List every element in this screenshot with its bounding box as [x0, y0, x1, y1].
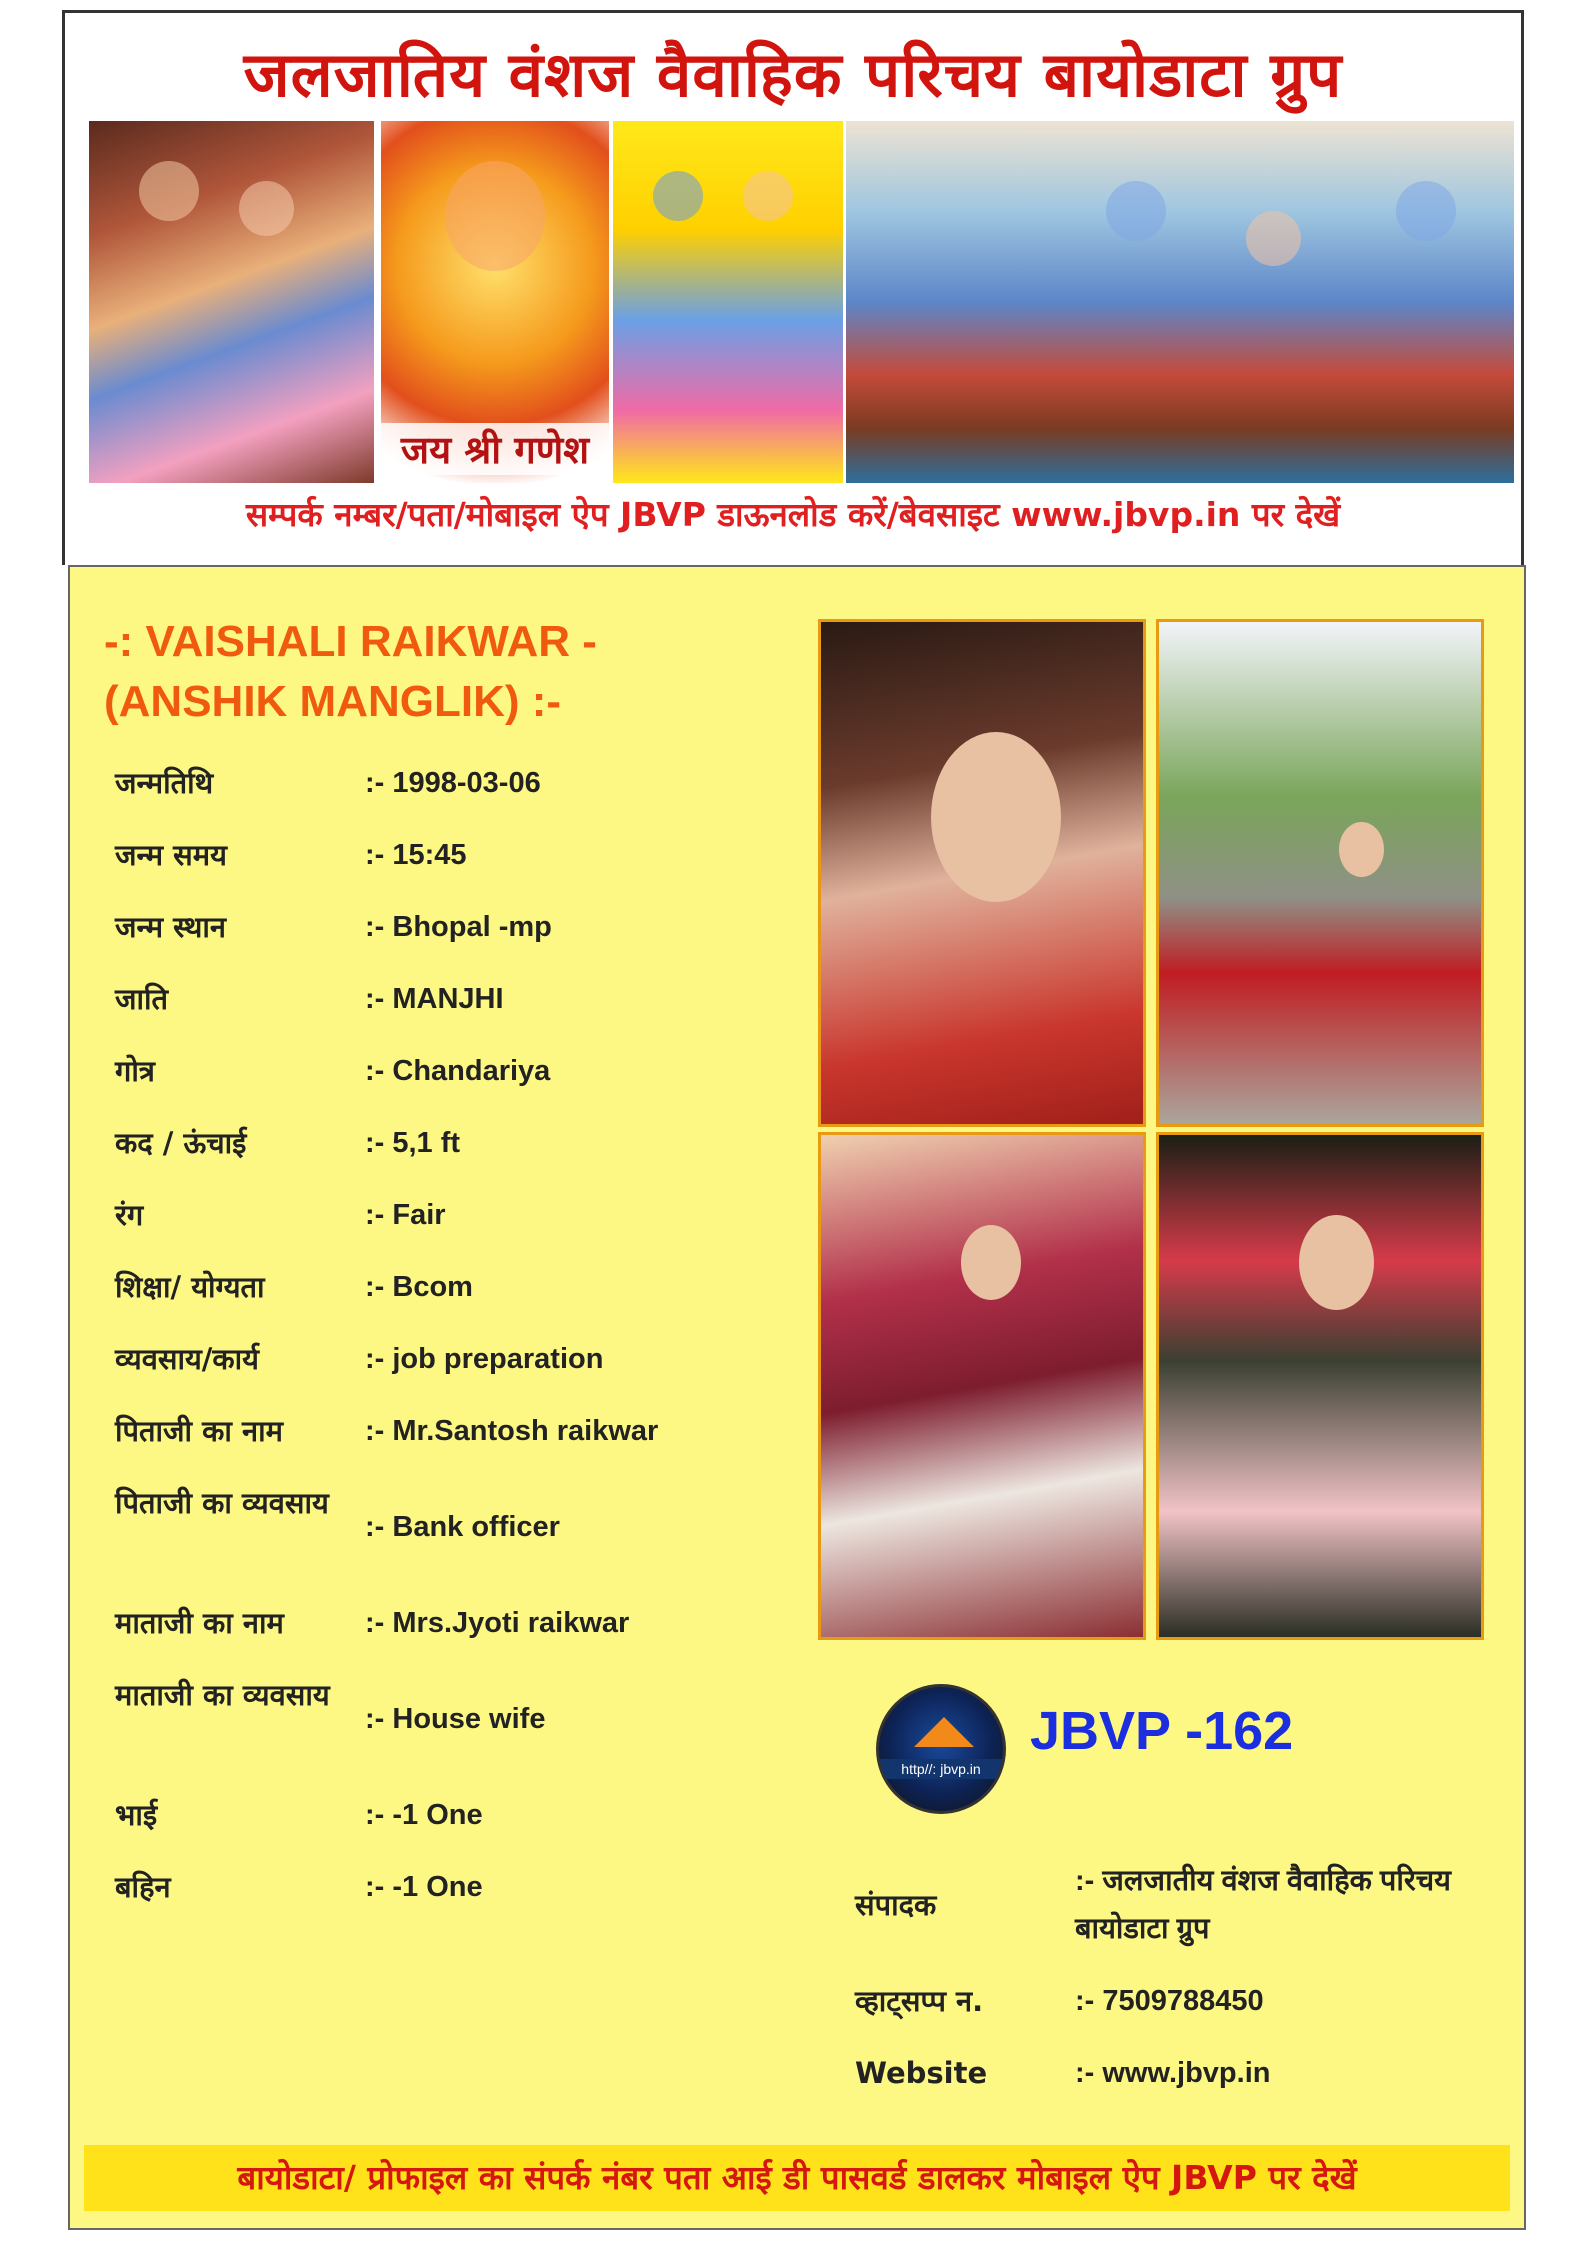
footer-banner: बायोडाटा/ प्रोफाइल का संपर्क नंबर पता आई डी पासवर्ड डालकर मोबाइल ऐप JBVP पर देखें: [84, 2145, 1510, 2211]
field-value: :- job preparation: [365, 1343, 604, 1375]
profile-photo-2: [1156, 619, 1484, 1127]
field-label: माताजी का नाम: [115, 1606, 284, 1640]
field-label: जन्म स्थान: [115, 910, 227, 944]
ganesh-label: जय श्री गणेश: [381, 423, 609, 475]
jbvp-id: JBVP -162: [1030, 1701, 1294, 1761]
field-value: :- Bank officer: [365, 1511, 560, 1543]
field-value: :- 1998-03-06: [365, 767, 541, 799]
field-label: जन्मतिथि: [115, 766, 214, 800]
ram-sita-standing-image: [613, 121, 843, 483]
field-value: :- House wife: [365, 1703, 546, 1735]
header-title: जलजातिय वंशज वैवाहिक परिचय बायोडाटा ग्रुप: [243, 38, 1343, 111]
profile-panel: [68, 565, 1526, 2230]
field-label: जन्म समय: [115, 838, 227, 872]
field-label: कद / ऊंचाई: [115, 1126, 247, 1160]
ganesh-image: [381, 121, 609, 483]
profile-photo-3: [818, 1132, 1146, 1640]
whatsapp-label: व्हाट्सप्प न.: [855, 1984, 984, 2018]
field-value: :- MANJHI: [365, 983, 504, 1015]
name-line-1: -: VAISHALI RAIKWAR -: [104, 617, 597, 666]
field-label: बहिन: [115, 1870, 171, 1904]
header-banner: [62, 10, 1524, 565]
field-value: :- Mrs.Jyoti raikwar: [365, 1607, 630, 1639]
field-value: :- Bhopal -mp: [365, 911, 552, 943]
field-label: रंग: [115, 1198, 144, 1232]
header-contact-line: सम्पर्क नम्बर/पता/मोबाइल ऐप JBVP डाऊनलोड करें/बेवसाइट www.jbvp.in पर देखें: [245, 495, 1341, 534]
field-label: भाई: [115, 1798, 158, 1832]
field-value: :- Fair: [365, 1199, 446, 1231]
field-value: :- Bcom: [365, 1271, 473, 1303]
field-label: गोत्र: [115, 1054, 155, 1088]
field-value: :- Chandariya: [365, 1055, 551, 1087]
profile-photo-4: [1156, 1132, 1484, 1640]
deity-image-strip: [65, 121, 1521, 483]
website-value: :- www.jbvp.in: [1075, 2057, 1271, 2089]
profile-name: [104, 612, 724, 732]
ram-sita-image: [89, 121, 374, 483]
jbvp-logo: [876, 1684, 1006, 1814]
ram-boat-image: [846, 121, 1514, 483]
name-line-2: (ANSHIK MANGLIK) :-: [104, 677, 562, 726]
website-label: Website: [855, 2056, 988, 2090]
profile-photo-1: [818, 619, 1146, 1127]
editor-label: संपादक: [855, 1888, 937, 1922]
field-value: :- -1 One: [365, 1799, 483, 1831]
field-label: व्यवसाय/कार्य: [115, 1342, 259, 1376]
field-label: पिताजी का व्यवसाय: [115, 1486, 329, 1520]
field-value: :- 15:45: [365, 839, 467, 871]
whatsapp-value: :- 7509788450: [1075, 1985, 1264, 2017]
field-value: :- -1 One: [365, 1871, 483, 1903]
editor-value: :- जलजातीय वंशज वैवाहिक परिचय बायोडाटा ग्रुप: [1075, 1865, 1451, 1945]
logo-roof-icon: [914, 1717, 974, 1747]
field-label: माताजी का व्यवसाय: [115, 1678, 330, 1712]
field-label: जाति: [115, 982, 169, 1016]
logo-text: http//: jbvp.in: [879, 1759, 1003, 1779]
field-value: :- Mr.Santosh raikwar: [365, 1415, 659, 1447]
field-value: :- 5,1 ft: [365, 1127, 461, 1159]
field-label: शिक्षा/ योग्यता: [115, 1270, 265, 1304]
field-label: पिताजी का नाम: [115, 1414, 283, 1448]
